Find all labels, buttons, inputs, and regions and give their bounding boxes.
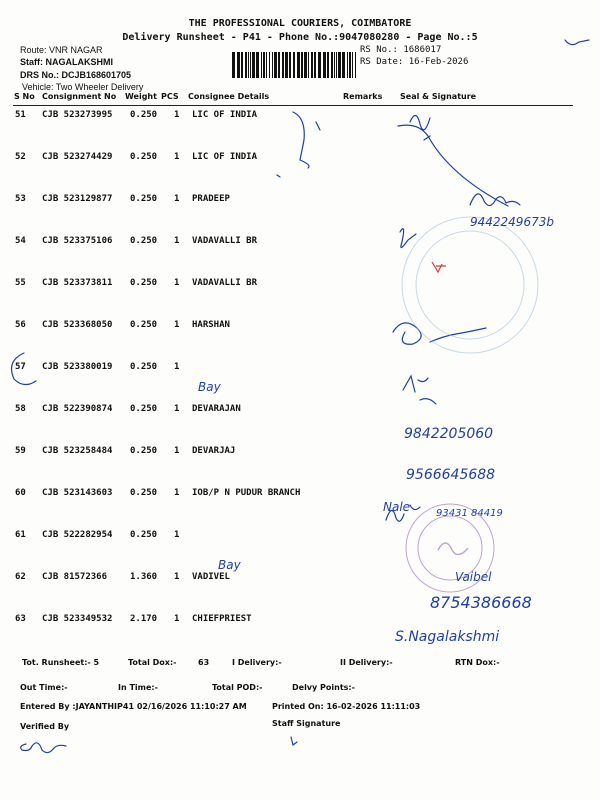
barcode-bar [232,52,235,78]
row-pcs: 1 [174,614,180,624]
total-dox-label: Total Dox:- [128,658,177,667]
row-consignee: VADAVALLI BR [192,236,258,246]
row-weight: 0.250 [130,404,158,414]
row-consignee: LIC OF INDIA [192,110,258,120]
table-row [0,362,600,382]
barcode-bar [256,52,259,78]
col-remarks: Remarks [343,92,383,101]
row-sno: 61 [15,530,26,540]
barcode-bar [311,52,313,78]
barcode-bar [245,52,247,78]
table-row [0,110,600,130]
printed-on: Printed On: 16-02-2026 11:11:03 [272,702,421,711]
barcode-bar [250,52,251,78]
row-weight: 1.360 [130,572,158,582]
barcode-bar [349,52,351,78]
header-rule [13,105,573,106]
vehicle-label: Vehicle: Two Wheeler Delivery [22,82,144,92]
barcode-bar [338,52,341,78]
row-sno: 59 [15,446,26,456]
row-consignee: LIC OF INDIA [192,152,258,162]
row-pcs: 1 [174,110,180,120]
delivery-points: Delvy Points:- [292,683,355,692]
ii-delivery: II Delivery:- [340,658,393,667]
table-row [0,320,600,340]
row-consignment: CJB 523368050 [42,320,113,330]
runsheet-subtitle: Delivery Runsheet - P41 - Phone No.:9047080280 - Page No.:5 [122,32,478,43]
barcode-bar [297,52,300,78]
row-sno: 62 [15,572,26,582]
table-row [0,572,600,592]
barcode-bar [252,52,255,78]
row-sno: 56 [15,320,26,330]
row-weight: 0.250 [130,278,158,288]
barcode-bar [301,52,303,78]
barcode-bar [308,52,309,78]
row-consignment: CJB 81572366 [42,572,108,582]
row-sno: 53 [15,194,26,204]
i-delivery: I Delivery:- [232,658,282,667]
col-pcs: PCS [161,92,179,101]
row-consignee: VADAVALLI BR [192,278,258,288]
barcode-bar [274,52,277,78]
staff-signature-mark [291,737,297,745]
barcode-bar [347,52,348,78]
handwritten-bay-2: Bay [218,558,241,572]
staff-label: Staff: NAGALAKSHMI [20,57,113,67]
table-row [0,530,600,550]
barcode-bar [327,52,329,78]
row-weight: 0.250 [130,110,158,120]
verified-by: Verified By [20,722,70,731]
row-pcs: 1 [174,404,180,414]
handwritten-phone-3: 9566645688 [406,467,496,483]
row-consignee: PRADEEP [192,194,230,204]
row-weight: 0.250 [130,488,158,498]
handwritten-nale: Nale [383,500,411,514]
route-label: Route: VNR NAGAR [20,45,103,55]
row-sno: 57 [15,362,26,372]
handwritten-bay: Bay [198,380,221,394]
barcode-bar [266,52,267,78]
row-weight: 0.250 [130,194,158,204]
total-pod: Total POD:- [212,683,263,692]
barcode-bar [342,52,345,78]
barcode-bar [289,52,291,78]
barcode-bar [248,52,249,78]
rs-date: RS Date: 16-Feb-2026 [360,57,469,67]
row-consignment: CJB 523373811 [42,278,113,288]
row-weight: 0.250 [130,320,158,330]
row-consignee: IOB/P N PUDUR BRANCH [192,488,301,498]
row-pcs: 1 [174,278,180,288]
col-sno: S No [14,92,35,101]
barcode-bar [318,52,321,78]
barcode-bar [314,52,316,78]
row-weight: 0.250 [130,446,158,456]
row-pcs: 1 [174,488,180,498]
col-consignee: Consignee Details [188,92,270,101]
barcode-bar [278,52,280,78]
row-consignee: CHIEFPRIEST [192,614,252,624]
row-weight: 0.250 [130,530,158,540]
table-row [0,446,600,466]
barcode-bar [282,52,284,78]
in-time: In Time:- [118,683,158,692]
row-consignment: CJB 523375106 [42,236,113,246]
barcode-bar [272,52,273,78]
row-pcs: 1 [174,446,180,456]
table-row [0,488,600,508]
row-consignment: CJB 523380019 [42,362,113,372]
row-consignment: CJB 523129877 [42,194,113,204]
row-pcs: 1 [174,530,180,540]
row-weight: 0.250 [130,152,158,162]
table-row [0,152,600,172]
handwritten-phone-2: 9842205060 [404,426,494,442]
row-consignee: DEVARJAJ [192,446,236,456]
red-stamp-mark [432,262,446,272]
table-row [0,236,600,256]
staff-signature-label: Staff Signature [272,719,341,728]
row-weight: 0.250 [130,236,158,246]
barcode-bar [261,52,262,78]
signature-staff-bottom [21,743,66,753]
row-pcs: 1 [174,152,180,162]
row-pcs: 1 [174,236,180,246]
row-consignment: CJB 523143603 [42,488,113,498]
row-sno: 63 [15,614,26,624]
row-pcs: 1 [174,572,180,582]
barcode-bar [241,52,243,78]
barcode-bar [336,52,337,78]
barcode-bar [263,52,265,78]
row-pcs: 1 [174,194,180,204]
drs-label: DRS No.: DCJB168601705 [20,70,132,80]
row-consignment: CJB 523258484 [42,446,113,456]
row-sno: 58 [15,404,26,414]
out-time: Out Time:- [20,683,68,692]
row-sno: 55 [15,278,26,288]
col-seal: Seal & Signature [400,92,477,101]
row-consignee: DEVARAJAN [192,404,241,414]
row-weight: 0.250 [130,362,158,372]
barcode-bar [304,52,307,78]
table-row [0,404,600,424]
row-consignee: VADIVEL [192,572,230,582]
barcode-bar [293,52,295,78]
row-sno: 54 [15,236,26,246]
row-consignment: CJB 523349532 [42,614,113,624]
row-consignee: HARSHAN [192,320,230,330]
table-row [0,194,600,214]
barcode-bar [269,52,270,78]
table-row [0,614,600,634]
handwritten-staff-name: S.Nagalakshmi [395,629,500,645]
handwritten-phone-4: 93431 84419 [436,508,503,519]
table-row [0,278,600,298]
company-title: THE PROFESSIONAL COURIERS, COIMBATORE [188,18,412,29]
row-consignment: CJB 523273995 [42,110,113,120]
total-runsheet: Tot. Runsheet:- 5 [22,658,100,667]
row-sno: 52 [15,152,26,162]
barcode-bar [352,52,353,78]
handwritten-vaibel: Vaibel [455,570,492,584]
barcode-bar [331,52,333,78]
row-consignment: CJB 522282954 [42,530,113,540]
handwritten-phone-1: 9442249673b [470,215,554,229]
barcode [232,52,358,78]
row-pcs: 1 [174,320,180,330]
barcode-bar [334,52,335,78]
rs-number: RS No.: 1686017 [360,45,442,55]
handwritten-phone-5: 8754386668 [430,593,532,612]
entered-by: Entered By :JAYANTHIP41 02/16/2026 11:10:27 AM [20,702,247,711]
row-weight: 2.170 [130,614,158,624]
row-consignment: CJB 522390874 [42,404,113,414]
col-consignment: Consignment No [42,92,117,101]
row-sno: 51 [15,110,26,120]
row-sno: 60 [15,488,26,498]
row-pcs: 1 [174,362,180,372]
total-dox-count: 63 [198,658,210,667]
barcode-bar [237,52,240,78]
table-header [0,92,600,106]
row-consignment: CJB 523274429 [42,152,113,162]
rtn-dox: RTN Dox:- [455,658,500,667]
barcode-bar [285,52,288,78]
barcode-bar [355,52,356,78]
col-weight: Weight [125,92,157,101]
barcode-bar [323,52,326,78]
